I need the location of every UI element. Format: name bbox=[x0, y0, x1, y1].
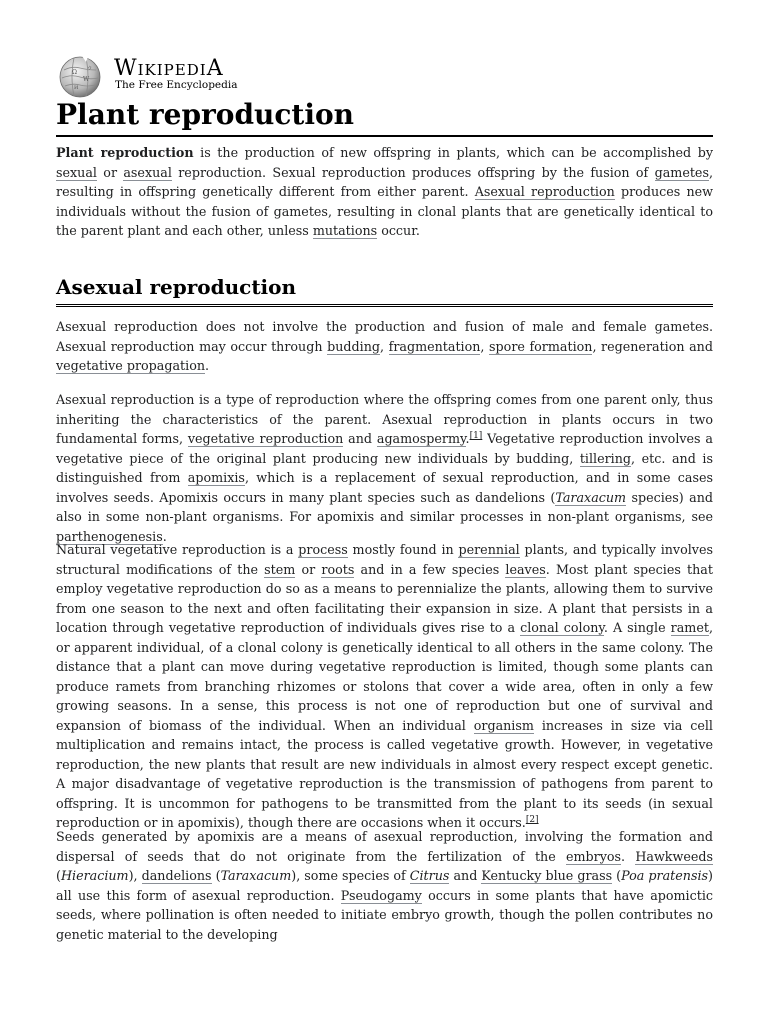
italic-hieracium: Hieracium bbox=[60, 868, 129, 883]
text: , etc. and is distinguished from bbox=[56, 450, 713, 485]
text: plants, and typically involves structural modifications of the bbox=[56, 542, 713, 577]
italic-poa-pratensis: Poa pratensis bbox=[621, 868, 709, 883]
link-mutations[interactable]: mutations bbox=[312, 223, 378, 238]
text: and bbox=[343, 431, 377, 446]
text: ), bbox=[128, 868, 142, 883]
text: . A single bbox=[603, 620, 671, 635]
link-stem[interactable]: stem bbox=[264, 561, 296, 577]
section-paragraph-4 bbox=[56, 827, 713, 944]
wikipedia-globe-icon[interactable] bbox=[56, 54, 104, 98]
text: Natural vegetative reproduction is a bbox=[56, 542, 299, 557]
bold-term: Plant reproduction bbox=[56, 145, 194, 160]
link-parthenogenesis[interactable]: parthenogenesis bbox=[56, 528, 163, 544]
text: Asexual reproduction is a type of reproduction where the offspring comes from one parent only, thus inheriting the characteristics of the parent. Asexual reproduction in plants occurs in two fundamental forms, bbox=[56, 392, 713, 446]
link-roots[interactable]: roots bbox=[321, 561, 355, 577]
link-process[interactable]: process bbox=[298, 542, 348, 557]
text: increases in size via cell multiplication and remains intact, the process is called vegetative growth. However, in vegetative reproduction, the new plants that result are new individuals in almost every respect except genetic. A major disadvantage of vegetative reproduction is the transmission of pathogens from parent to offspring. It is uncommon for pathogens to be transmitted from the plant to its seeds (in sexual reproduction or in apomixis), though there are occasions when it occurs. bbox=[56, 717, 713, 830]
text: . bbox=[162, 528, 167, 544]
link-kentucky-blue-grass[interactable]: Kentucky blue grass bbox=[481, 868, 613, 883]
link-embryos[interactable]: embryos bbox=[565, 848, 622, 864]
italic-taraxacum: Taraxacum bbox=[220, 868, 292, 883]
svg-text:W: W bbox=[83, 76, 90, 83]
svg-text:ウ: ウ bbox=[87, 66, 93, 72]
text: ), some species of bbox=[291, 868, 410, 883]
section-paragraph-1 bbox=[56, 317, 713, 376]
text: and bbox=[449, 868, 482, 883]
link-fragmentation[interactable]: fragmentation bbox=[388, 338, 481, 354]
link-spore-formation[interactable]: spore formation bbox=[489, 338, 593, 354]
tagline: The Free Encyclopedia bbox=[115, 79, 238, 91]
link-agamospermy[interactable]: agamospermy bbox=[376, 431, 466, 446]
link-asexual-reproduction[interactable]: Asexual reproduction bbox=[474, 184, 615, 199]
text: , which is a replacement of sexual reproduction, and in some cases involves seeds. Apomixis occurs in many plant species such as dandelions ( bbox=[56, 470, 713, 505]
text: Asexual reproduction does not involve the production and fusion of male and female gametes. Asexual reproduction may occur through bbox=[56, 319, 713, 354]
text: species) and also in some non-plant organisms. For apomixis and similar processes in non-plant organisms, see bbox=[56, 489, 713, 524]
text: produces new individuals without the fusion of gametes, resulting in clonal plants that are genetically identical to the parent plant and each other, unless bbox=[56, 184, 713, 238]
link-ramet[interactable]: ramet bbox=[670, 620, 709, 635]
link-perennial[interactable]: perennial bbox=[458, 542, 520, 557]
text: occurs in some plants that have apomictic seeds, where pollination is often needed to initiate embryo growth, though the pollen contributes no genetic material to the developing bbox=[56, 887, 713, 942]
link-sexual[interactable]: sexual bbox=[56, 164, 97, 180]
link-gametes[interactable]: gametes bbox=[654, 164, 709, 180]
section-heading-asexual: Asexual reproduction bbox=[56, 273, 713, 307]
intro-paragraph bbox=[56, 143, 713, 241]
link-dandelions[interactable]: dandelions bbox=[141, 868, 212, 883]
text: , bbox=[380, 338, 389, 354]
link-leaves[interactable]: leaves bbox=[505, 561, 546, 577]
link-vegetative-reproduction[interactable]: vegetative reproduction bbox=[187, 431, 344, 446]
link-organism[interactable]: organism bbox=[473, 717, 534, 733]
section-paragraph-3 bbox=[56, 540, 713, 833]
link-citrus[interactable]: Citrus bbox=[409, 868, 450, 883]
text: Seeds generated by apomixis are a means of asexual reproduction, involving the formation and dispersal of seeds that do not originate from the fertilization of the bbox=[56, 829, 713, 864]
page-title: Plant reproduction bbox=[56, 96, 713, 137]
wordmark-first-letter: W bbox=[114, 56, 138, 81]
svg-text:И: И bbox=[74, 85, 79, 91]
text: . bbox=[621, 848, 636, 864]
reference-1[interactable]: [1] bbox=[469, 430, 483, 441]
text: or bbox=[295, 561, 322, 577]
text: , resulting in offspring genetically different from either parent. bbox=[56, 164, 713, 199]
text: Vegetative reproduction involves a vegetative piece of the original plant producing new individuals by budding, bbox=[56, 431, 713, 466]
link-hawkweeds[interactable]: Hawkweeds bbox=[635, 848, 713, 864]
text: mostly found in bbox=[347, 542, 459, 557]
text: . bbox=[465, 431, 470, 446]
wordmark-middle: IKIPEDI bbox=[137, 61, 207, 79]
text: ) all use this form of asexual reproduction. bbox=[56, 868, 713, 903]
text: ( bbox=[56, 868, 61, 883]
text: and in a few species bbox=[354, 561, 506, 577]
text: , bbox=[480, 338, 490, 354]
link-tillering[interactable]: tillering bbox=[579, 450, 632, 466]
section-paragraph-2 bbox=[56, 390, 713, 546]
text: . Most plant species that employ vegetative reproduction do so as a means to perennialize the plants, allowing them to survive from one season to the next and often facilitating their expansion in size. A plant that persists in a location through vegetative reproduction of individuals gives rise to a bbox=[56, 561, 713, 635]
link-taraxacum[interactable]: Taraxacum bbox=[555, 489, 627, 505]
text: or bbox=[96, 164, 124, 180]
link-clonal-colony[interactable]: clonal colony bbox=[520, 620, 604, 635]
text: ( bbox=[612, 868, 622, 883]
site-header bbox=[56, 54, 356, 98]
link-asexual[interactable]: asexual bbox=[123, 164, 172, 180]
text: reproduction. Sexual reproduction produces offspring by the fusion of bbox=[171, 164, 655, 180]
text: is the production of new offspring in plants, which can be accomplished by bbox=[193, 145, 714, 160]
link-pseudogamy[interactable]: Pseudogamy bbox=[340, 887, 422, 903]
reference-2[interactable]: [2] bbox=[525, 814, 539, 825]
text: occur. bbox=[377, 223, 420, 238]
text: , or apparent individual, of a clonal colony is genetically identical to all others in the same colony. The distance that a plant can move during vegetative reproduction is limited, though some plants can produce ramets from branching rhizomes or stolons that cover a wide area, often in only a few growing seasons. In a sense, this process is not one of reproduction but one of survival and expansion of biomass of the individual. When an individual bbox=[56, 620, 713, 733]
text: . bbox=[205, 358, 210, 373]
link-budding[interactable]: budding bbox=[327, 338, 380, 354]
link-apomixis[interactable]: apomixis bbox=[187, 470, 245, 485]
wordmark-last-letter: A bbox=[206, 56, 224, 81]
text: , regeneration and bbox=[592, 338, 713, 354]
svg-text:Ω: Ω bbox=[72, 69, 77, 76]
link-vegetative-propagation[interactable]: vegetative propagation bbox=[56, 358, 205, 373]
text: ( bbox=[211, 868, 221, 883]
